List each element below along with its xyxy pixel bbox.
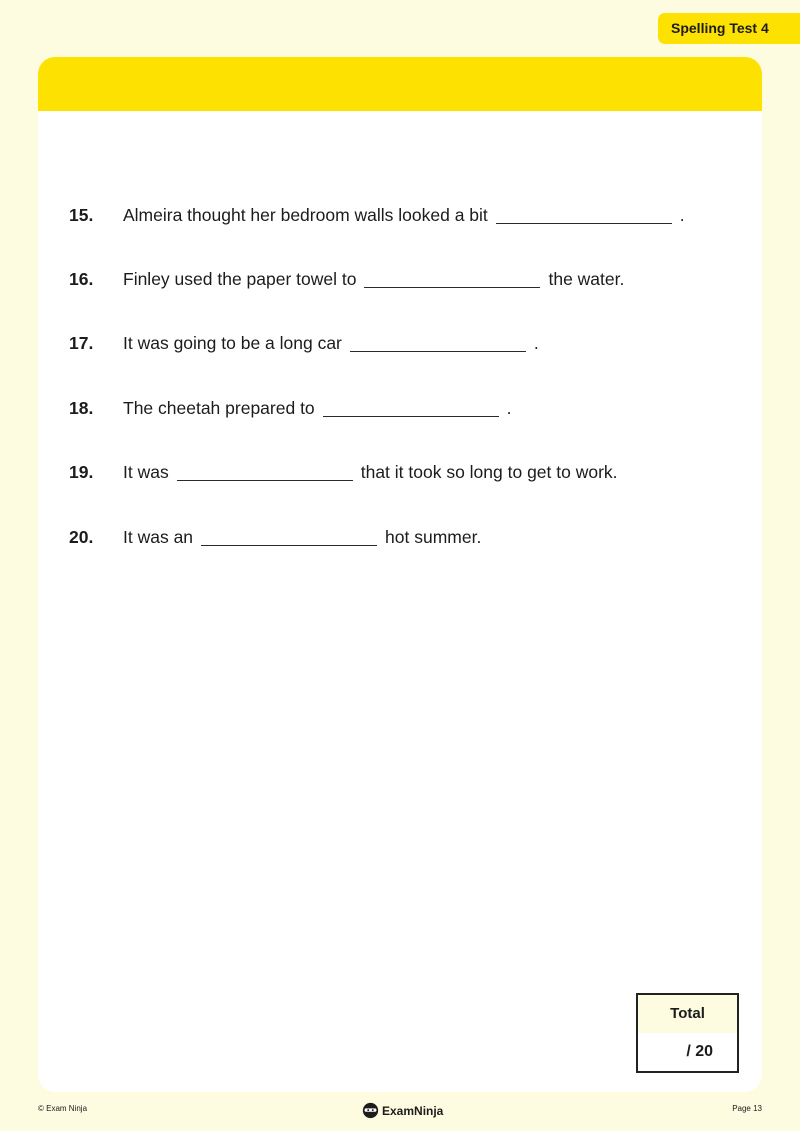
question-text-before: Almeira thought her bedroom walls looked a bit [123, 204, 488, 225]
question-text-before: It was an [123, 526, 194, 547]
question-19 [69, 458, 618, 486]
answer-blank[interactable] [364, 287, 540, 288]
card-header-band [38, 57, 762, 111]
footer-logo [362, 1102, 443, 1119]
question-text-before: The cheetah prepared to [123, 397, 315, 418]
question-number: 15. [69, 204, 94, 225]
question-number: 17. [69, 332, 94, 353]
footer-logo-text: ExamNinja [382, 1103, 444, 1118]
footer-page-number: Page 13 [732, 1104, 762, 1113]
question-20 [69, 523, 481, 551]
question-text-after: that it took so long to get to work. [360, 461, 618, 482]
question-17 [69, 329, 539, 357]
question-text-before: Finley used the paper towel to [123, 268, 357, 289]
answer-blank[interactable] [323, 416, 499, 417]
footer-copyright: © Exam Ninja [38, 1104, 88, 1113]
question-number: 16. [69, 268, 94, 289]
answer-blank[interactable] [496, 223, 672, 224]
worksheet-card [38, 57, 762, 1092]
question-text-before: It was going to be a long car [123, 332, 342, 353]
question-15 [69, 201, 685, 229]
question-number: 19. [69, 461, 94, 482]
question-text-after: . [533, 332, 539, 353]
answer-blank[interactable] [201, 545, 377, 546]
total-score-value[interactable]: / 20 [686, 1043, 713, 1060]
question-number: 20. [69, 526, 94, 547]
question-text-after: the water. [548, 268, 625, 289]
answer-blank[interactable] [177, 480, 353, 481]
total-score-box [636, 993, 739, 1073]
question-18 [69, 394, 512, 422]
total-label: Total [638, 995, 737, 1033]
question-text-before: It was [123, 461, 169, 482]
question-number: 18. [69, 397, 94, 418]
question-text-after: . [506, 397, 512, 418]
question-16 [69, 265, 624, 293]
test-title-tab: Spelling Test 4 [658, 13, 800, 44]
question-text-after: . [679, 204, 685, 225]
ninja-icon [362, 1102, 379, 1119]
question-text-after: hot summer. [385, 526, 482, 547]
answer-blank[interactable] [350, 351, 526, 352]
